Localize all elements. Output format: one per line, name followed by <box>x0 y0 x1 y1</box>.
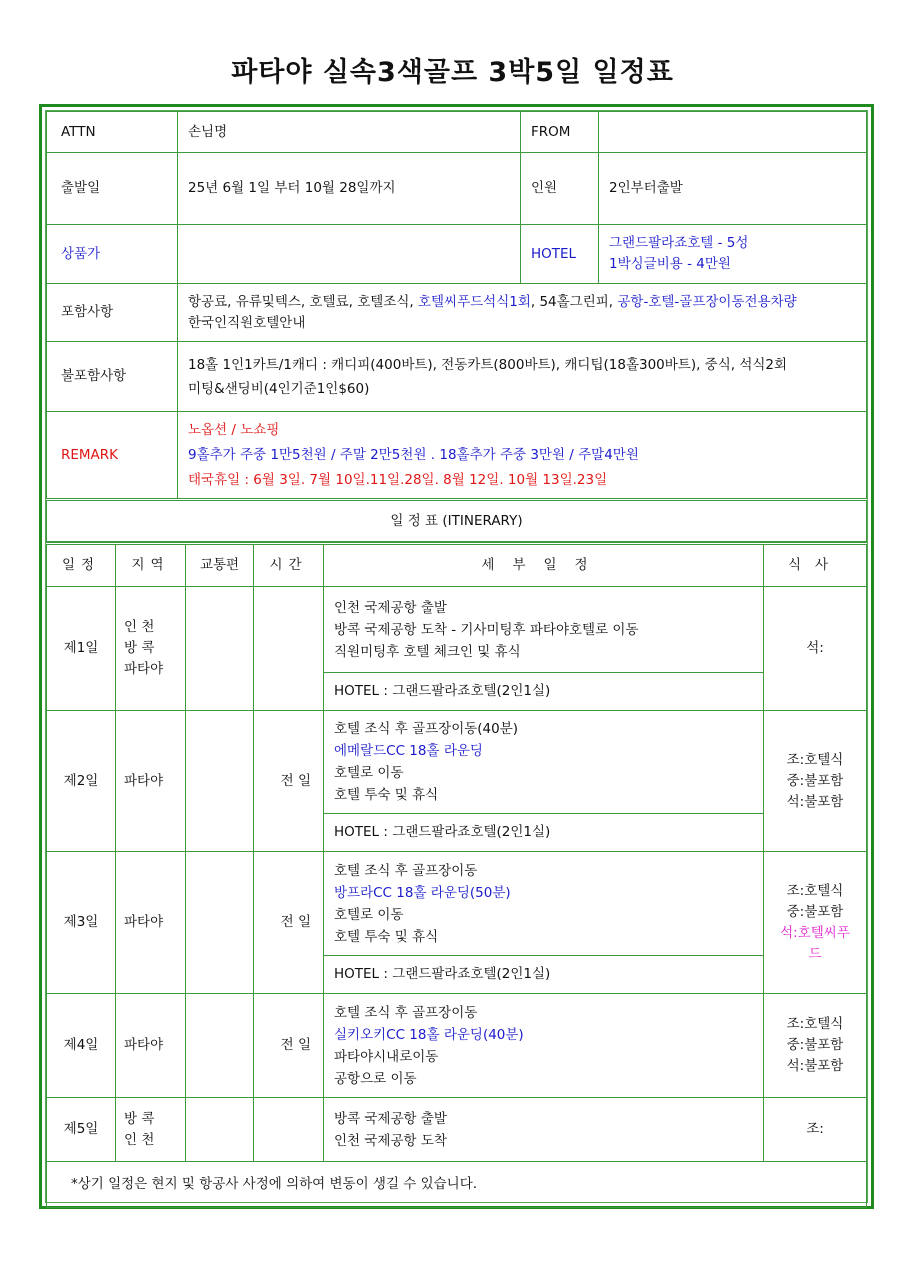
region: 파타야 <box>116 852 186 994</box>
meal-line: 조: <box>806 1121 824 1137</box>
time: 전 일 <box>254 852 324 994</box>
attn-value: 손님명 <box>178 112 521 153</box>
included-value <box>178 284 867 342</box>
remark-line: 태국휴일 : 6월 3일. 7월 10일.11일.28일. 8월 12일. 10월 13일.23일 <box>188 471 608 488</box>
itinerary-document <box>39 104 874 1209</box>
header-time: 시간 <box>254 544 324 587</box>
details <box>324 852 764 956</box>
attn-label: ATTN <box>47 112 178 153</box>
excluded-label: 불포함사항 <box>47 342 178 412</box>
transport <box>186 711 254 852</box>
detail-line: 인천 국제공항 도착 <box>334 1132 447 1149</box>
detail-line-golf: 에메랄드CC 18홀 라운딩 <box>334 743 483 759</box>
hotel-line: 그랜드팔라죠호텔 - 5성 <box>609 235 749 251</box>
detail-line: 호텔 조식 후 골프장이동 <box>334 862 478 879</box>
price-label: 상품가 <box>47 225 178 284</box>
region-line: 인 천 <box>124 1131 155 1148</box>
meal-line: 석:불포함 <box>786 793 844 810</box>
detail-line: 호텔로 이동 <box>334 906 404 923</box>
people-label: 인원 <box>521 153 599 225</box>
depart-label: 출발일 <box>47 153 178 225</box>
region-line: 방 콕 <box>124 1110 155 1127</box>
transport <box>186 587 254 711</box>
footnote: *상기 일정은 현지 및 항공사 사정에 의하여 변동이 생길 수 있습니다. <box>47 1162 867 1208</box>
meal-line: 석:불포함 <box>786 1058 844 1074</box>
header-region: 지역 <box>116 544 186 587</box>
day-label: 제1일 <box>47 587 116 711</box>
hotel-line: HOTEL : 그랜드팔라죠호텔(2인1실) <box>324 673 764 711</box>
region: 파타야 <box>116 994 186 1098</box>
people-value: 2인부터출발 <box>599 153 867 225</box>
hotel-label: HOTEL <box>521 225 599 284</box>
remark-label: REMARK <box>47 412 178 500</box>
meals <box>764 587 867 711</box>
detail-line-golf: 실키오키CC 18홀 라운딩(40분) <box>334 1026 524 1043</box>
region-line: 파타야 <box>124 661 164 677</box>
transport <box>186 852 254 994</box>
detail-line: 인천 국제공항 출발 <box>334 599 447 616</box>
detail-line: 방콕 국제공항 도착 - 기사미팅후 파타야호텔로 이동 <box>334 621 639 638</box>
meals <box>764 994 867 1098</box>
region-line: 인 천 <box>124 619 155 635</box>
excluded-line: 18홀 1인1카트/1캐디 : 캐디피(400바트), 전동카트(800바트), 캐디팁(18홀300바트), 중식, 석식2회 <box>188 356 788 373</box>
day-row <box>47 711 867 814</box>
included-highlight: 호텔씨푸드석식1회 <box>417 293 531 310</box>
header-details: 세부일정 <box>324 544 764 587</box>
detail-line: 방콕 국제공항 출발 <box>334 1110 447 1127</box>
from-value <box>599 112 867 153</box>
info-table <box>46 111 867 542</box>
time <box>254 1098 324 1162</box>
region <box>116 587 186 711</box>
remark-value <box>178 412 867 500</box>
header-day: 일정 <box>47 544 116 587</box>
detail-line: 호텔로 이동 <box>334 765 404 781</box>
from-label: FROM <box>521 112 599 153</box>
detail-line: 공항으로 이동 <box>334 1070 417 1087</box>
page-title: 파타야 실속3색골프 3박5일 일정표 <box>231 57 674 88</box>
excluded-value <box>178 342 867 412</box>
detail-line-golf: 방프라CC 18홀 라운딩(50분) <box>334 884 511 901</box>
detail-line: 직원미팅후 호텔 체크인 및 휴식 <box>334 643 521 660</box>
transport <box>186 1098 254 1162</box>
day-label: 제4일 <box>47 994 116 1098</box>
detail-line: 호텔 조식 후 골프장이동 <box>334 1004 478 1021</box>
included-text: , 54홀그린피, <box>530 293 618 310</box>
meal-line: 중:불포함 <box>786 903 844 920</box>
meals <box>764 711 867 852</box>
meal-line: 조:호텔식 <box>786 1016 844 1032</box>
meals <box>764 852 867 994</box>
meal-line: 조:호텔식 <box>786 751 844 768</box>
hotel-line: HOTEL : 그랜드팔라죠호텔(2인1실) <box>324 956 764 994</box>
detail-line: 호텔 투숙 및 휴식 <box>334 787 439 803</box>
price-value <box>178 225 521 284</box>
remark-line: 노옵션 / 노쇼핑 <box>188 421 280 438</box>
region-line: 방 콕 <box>124 640 155 656</box>
detail-line: 호텔 조식 후 골프장이동(40분) <box>334 721 519 737</box>
day-label: 제2일 <box>47 711 116 852</box>
day-row <box>47 1098 867 1162</box>
transport <box>186 994 254 1098</box>
meal-line: 석: <box>806 640 824 656</box>
day-label: 제5일 <box>47 1098 116 1162</box>
included-text: 항공료, 유류및텍스, 호텔료, 호텔조식, <box>188 293 418 310</box>
meals <box>764 1098 867 1162</box>
header-transport: 교통편 <box>186 544 254 587</box>
included-highlight: 공항-호텔-골프장이동전용차량 <box>617 293 797 310</box>
region: 파타야 <box>116 711 186 852</box>
time: 전 일 <box>254 711 324 852</box>
excluded-line: 미팅&샌딩비(4인기준1인$60) <box>188 380 370 397</box>
itinerary-section-title: 일 정 표 (ITINERARY) <box>47 500 867 542</box>
header-meals: 식사 <box>764 544 867 587</box>
included-label: 포함사항 <box>47 284 178 342</box>
meal-line: 중:불포함 <box>786 772 844 789</box>
region <box>116 1098 186 1162</box>
included-line2: 한국인직원호텔안내 <box>188 314 306 331</box>
day-row <box>47 994 867 1098</box>
time <box>254 587 324 711</box>
day-row <box>47 587 867 673</box>
detail-line: 호텔 투숙 및 휴식 <box>334 928 439 945</box>
time: 전 일 <box>254 994 324 1098</box>
meal-line: 조:호텔식 <box>786 882 844 899</box>
meal-line: 중:불포함 <box>786 1037 844 1053</box>
remark-line: 9홀추가 주중 1만5천원 / 주말 2만5천원 . 18홀추가 주중 3만원 / 주말4만원 <box>188 446 639 463</box>
itinerary-table <box>46 542 867 1208</box>
details <box>324 587 764 673</box>
detail-line: 파타야시내로이동 <box>334 1048 439 1065</box>
hotel-line: HOTEL : 그랜드팔라죠호텔(2인1실) <box>324 814 764 852</box>
day-label: 제3일 <box>47 852 116 994</box>
details <box>324 994 764 1098</box>
hotel-value <box>599 225 867 284</box>
details <box>324 1098 764 1162</box>
day-row <box>47 852 867 956</box>
details <box>324 711 764 814</box>
meal-line-seafood: 석:호텔씨푸드 <box>780 924 850 962</box>
depart-value: 25년 6월 1일 부터 10월 28일까지 <box>178 153 521 225</box>
hotel-line: 1박싱글비용 - 4만원 <box>609 256 731 272</box>
